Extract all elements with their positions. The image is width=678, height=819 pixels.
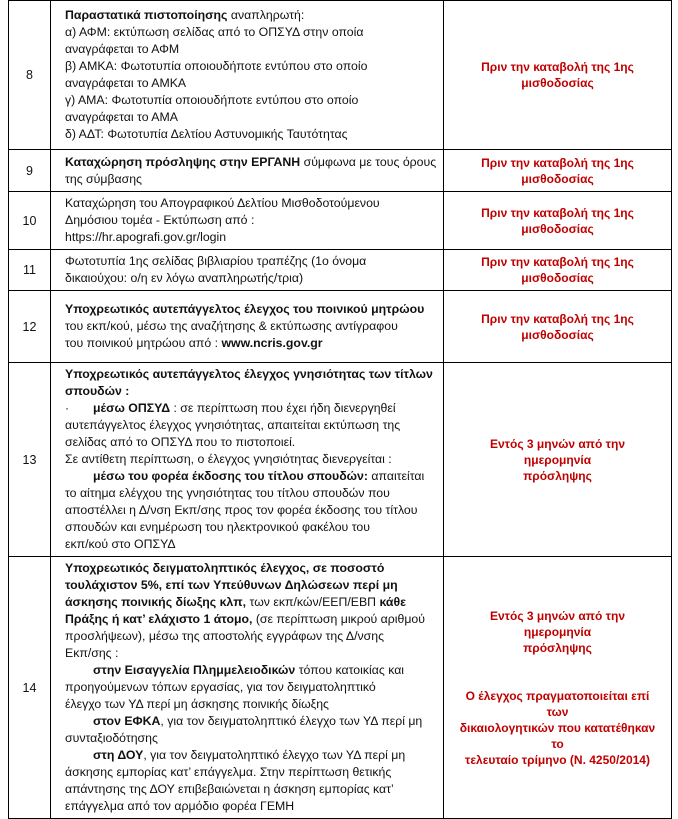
row-description: Υποχρεωτικός αυτεπάγγελτος έλεγχος του ποινικού μητρώου του εκπ/κού, μέσω της αναζήτησης & εκτύπωσης αντίγραφου του ποινικού μητρώου από : www.ncris.gov.gr xyxy=(51,291,444,363)
row-deadline: Εντός 3 μηνών από την ημερομηνία πρόσληψης xyxy=(444,363,672,557)
table-row xyxy=(9,192,672,250)
row-deadline: Πριν την καταβολή της 1ης μισθοδοσίας xyxy=(444,250,672,291)
row-deadline: Πριν την καταβολή της 1ης μισθοδοσίας xyxy=(444,291,672,363)
row-description: Φωτοτυπία 1ης σελίδας βιβλιαρίου τραπέζης (1ο όνομα δικαιούχου: ο/η εν λόγω αναπληρωτής/τρια) xyxy=(51,250,444,291)
table-row xyxy=(9,1,672,150)
table-row xyxy=(9,557,672,819)
table-row xyxy=(9,363,672,557)
row-description: Παραστατικά πιστοποίησης αναπληρωτή: α) ΑΦΜ: εκτύπωση σελίδας από το ΟΠΣΥΔ στην οποία αναγράφεται το ΑΦΜ β) ΑΜΚΑ: Φωτοτυπία οποιουδήποτε εντύπου στο οποίο αναγράφεται το ΑΜΚΑ γ) ΑΜΑ: Φωτοτυπία οποιουδήποτε εντύπου στο οποίο αναγράφεται το ΑΜΑ δ) ΑΔΤ: Φωτοτυπία Δελτίου Αστυνομικής Ταυτότητας xyxy=(51,1,444,150)
row-deadline: Εντός 3 μηνών από την ημερομηνία πρόσληψης Ο έλεγχος πραγματοποιείται επί των δικαιολογητικών που κατατέθηκαν το τελευταίο τρίμηνο (Ν. 4250/2014) xyxy=(444,557,672,819)
row-deadline: Πριν την καταβολή της 1ης μισθοδοσίας xyxy=(444,1,672,150)
requirements-table xyxy=(8,0,672,819)
table-row xyxy=(9,291,672,363)
row-number: 14 xyxy=(9,557,51,819)
row-description: Καταχώρηση πρόσληψης στην ΕΡΓΑΝΗ σύμφωνα με τους όρους της σύμβασης xyxy=(51,150,444,192)
bullet-icon: · xyxy=(65,401,70,415)
row-description: Υποχρεωτικός αυτεπάγγελτος έλεγχος γνησιότητας των τίτλων σπουδών : · μέσω ΟΠΣΥΔ : σε περίπτωση που έχει ήδη διενεργηθεί αυτεπάγγελτος έλεγχος γνησιότητας, απαιτείται εκτύπωση της σελίδας από το ΟΠΣΥΔ που το πιστοποιεί. Σε αντίθετη περίπτωση, ο έλεγχος γνησιότητας διενεργείται : μέσω του φορέα έκδοσης του τίτλου σπουδών: απαιτείται το αίτημα ελέγχου της γνησιότητας του τίτλου σπουδών που αποστέλλει η Δ/νση Εκπ/σης προς τον φορέα έκδοσης του τίτλου σπουδών και ενημέρωση του ηλεκτρονικού φακέλου του εκπ/κού στο ΟΠΣΥΔ xyxy=(51,363,444,557)
row-deadline: Πριν την καταβολή της 1ης μισθοδοσίας xyxy=(444,192,672,250)
row-number: 10 xyxy=(9,192,51,250)
row-number: 13 xyxy=(9,363,51,557)
table-row xyxy=(9,250,672,291)
row-number: 12 xyxy=(9,291,51,363)
row-deadline: Πριν την καταβολή της 1ης μισθοδοσίας xyxy=(444,150,672,192)
row-number: 8 xyxy=(9,1,51,150)
row-description: Υποχρεωτικός δειγματοληπτικός έλεγχος, σε ποσοστό τουλάχιστον 5%, επί των Υπεύθυνων Δηλώσεων περί μη άσκησης ποινικής δίωξης κλπ, των εκπ/κών/ΕΕΠ/ΕΒΠ κάθε Πράξης ή κατ’ ελάχιστο 1 άτομο, (σε περίπτωση μικρού αριθμού προσλήψεων), μέσω της αποστολής εγγράφων της Δ/νσης Εκπ/σης : στην Εισαγγελία Πλημμελειοδικών τόπου κατοικίας και προηγούμενων τόπων εργασίας, για τον δειγματοληπτικό έλεγχο των ΥΔ περί μη άσκησης ποινικής δίωξης στον ΕΦΚΑ, για τον δειγματοληπτικό έλεγχο των ΥΔ περί μη συνταξιοδότησης στη ΔΟΥ, για τον δειγματοληπτικό έλεγχο των ΥΔ περί μη άσκησης εμπορίας κατ’ επάγγελμα. Στην περίπτωση θετικής απάντησης της ΔΟΥ επιβεβαιώνεται η άσκηση εμπορίας κατ’ επάγγελμα από τον αρμόδιο φορέα ΓΕΜΗ xyxy=(51,557,444,819)
row-description: Καταχώρηση του Απογραφικού Δελτίου Μισθοδοτούμενου Δημόσιου τομέα - Εκτύπωση από : https://hr.apografi.gov.gr/login xyxy=(51,192,444,250)
row-number: 9 xyxy=(9,150,51,192)
row-number: 11 xyxy=(9,250,51,291)
table-row xyxy=(9,150,672,192)
